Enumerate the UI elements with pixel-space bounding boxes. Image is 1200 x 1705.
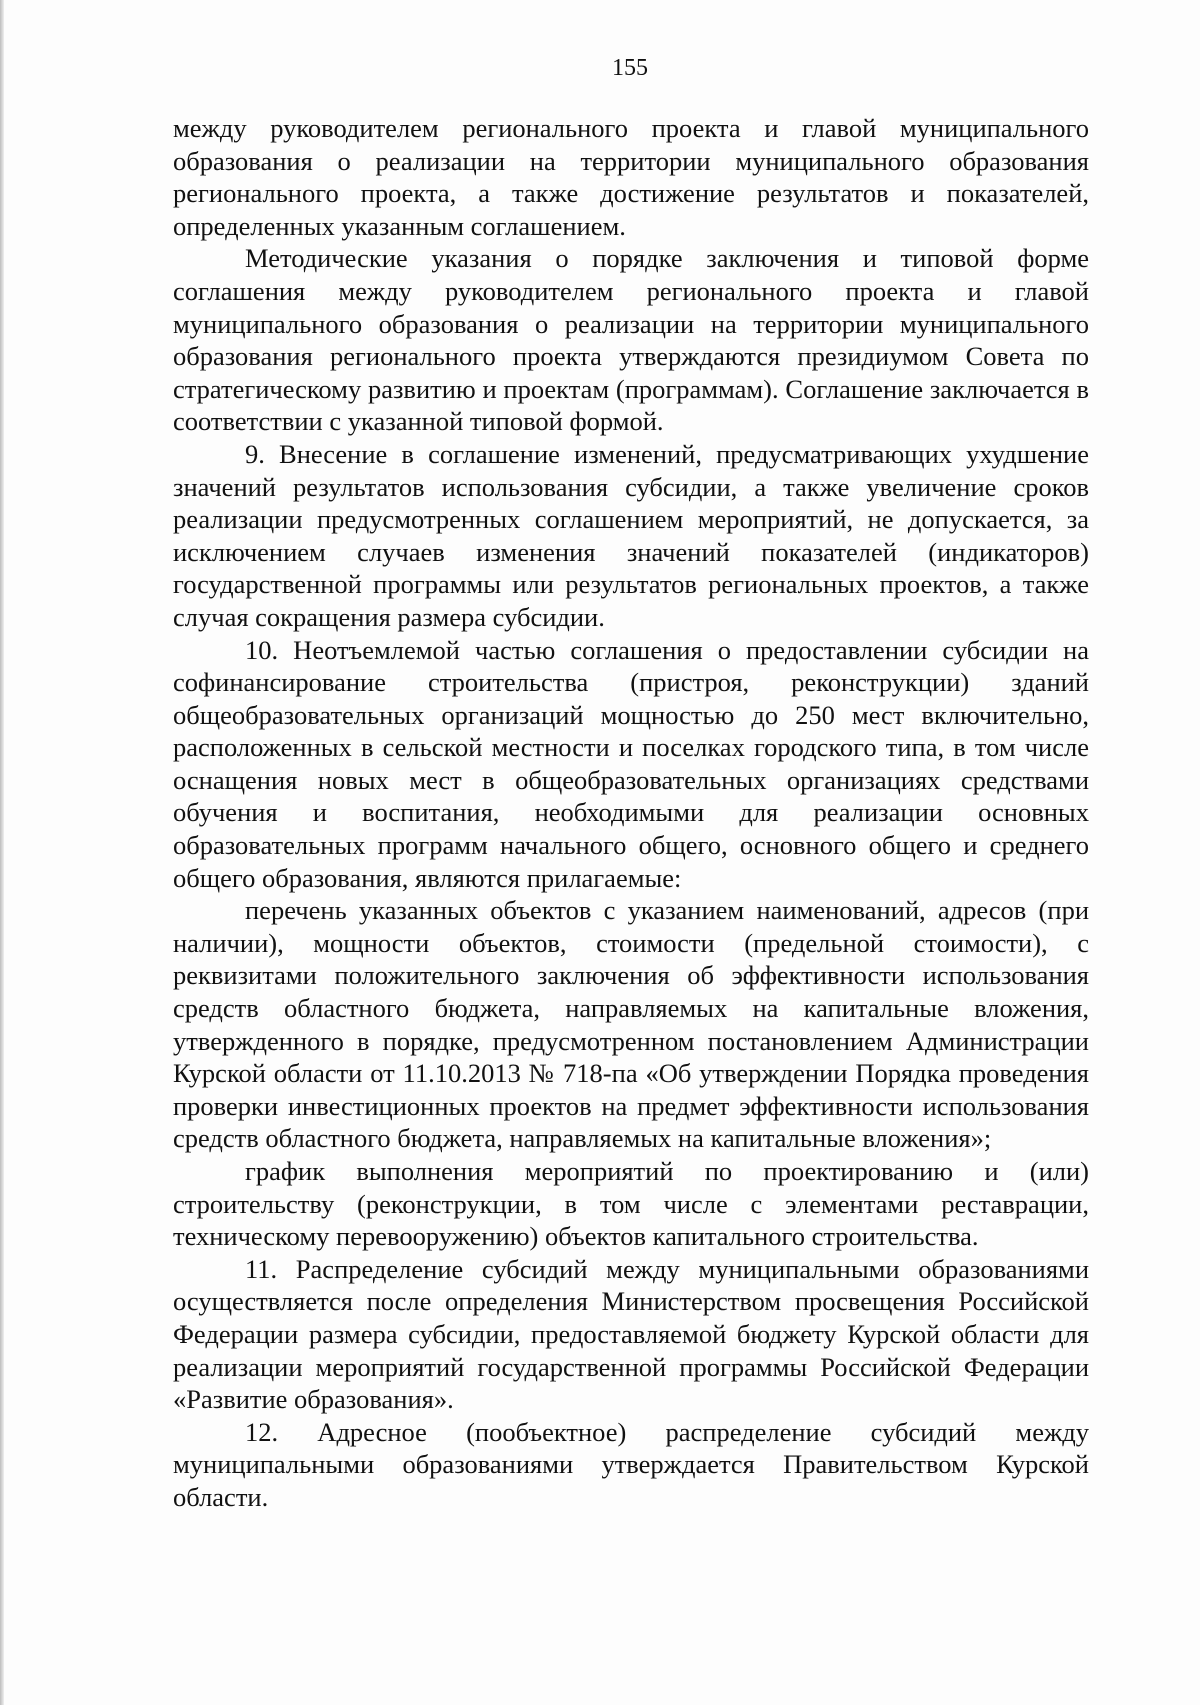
paragraph-item-9: 9. Внесение в соглашение изменений, предусматривающих ухудшение значений результатов использования субсидии, а также увеличение сроков реализации предусмотренных соглашением мероприятий, не допускается, за исключением случаев изменения значений показателей (индикаторов) государственной программы или результатов региональных проектов, а также случая сокращения размера субсидии. — [173, 438, 1089, 632]
paragraph-item-11: 11. Распределение субсидий между муниципальными образованиями осуществляется после определения Министерством просвещения Российской Федерации размера субсидии, предоставляемой бюджету Курской области для реализации мероприятий государственной программы Российской Федерации «Развитие образования». — [173, 1253, 1089, 1415]
page-number: 155 — [612, 55, 648, 81]
paragraph-item-12: 12. Адресное (пообъектное) распределение субсидий между муниципальными образованиями утверждается Правительством Курской области. — [173, 1416, 1089, 1512]
document-body — [173, 112, 1089, 1514]
paragraph-objects-list: перечень указанных объектов с указанием наименований, адресов (при наличии), мощности объектов, стоимости (предельной стоимости), с реквизитами положительного заключения об эффективности использования средств областного бюджета, направляемых на капитальные вложения, утвержденного в порядке, предусмотренном постановлением Администрации Курской области от 11.10.2013 № 718-па «Об утверждении Порядка проведения проверки инвестиционных проектов на предмет эффективности использования средств областного бюджета, направляемых на капитальные вложения»; — [173, 895, 1089, 1154]
paragraph-schedule: график выполнения мероприятий по проектированию и (или) строительству (реконструкции, в том числе с элементами реставрации, техническому перевооружению) объектов капитального строительства. — [173, 1156, 1089, 1252]
paragraph-methodical-guidelines: Методические указания о порядке заключения и типовой форме соглашения между руководителем регионального проекта и главой муниципального образования о реализации на территории муниципального образования регионального проекта утверждаются президиумом Совета по стратегическому развитию и проектам (программам). Соглашение заключается в соответствии с указанной типовой формой. — [173, 243, 1089, 437]
paragraph-item-10: 10. Неотъемлемой частью соглашения о предоставлении субсидии на софинансирование строительства (пристроя, реконструкции) зданий общеобразовательных организаций мощностью до 250 мест включительно, расположенных в сельской местности и поселках городского типа, в том числе оснащения новых мест в общеобразовательных организациях средствами обучения и воспитания, необходимыми для реализации основных образовательных программ начального общего, основного общего и среднего общего образования, являются прилагаемые: — [173, 634, 1089, 893]
scan-edge-shadow — [0, 0, 4, 1705]
paragraph-continuation: между руководителем регионального проекта и главой муниципального образования о реализации на территории муниципального образования регионального проекта, а также достижение результатов и показателей, определенных указанным соглашением. — [173, 113, 1089, 241]
